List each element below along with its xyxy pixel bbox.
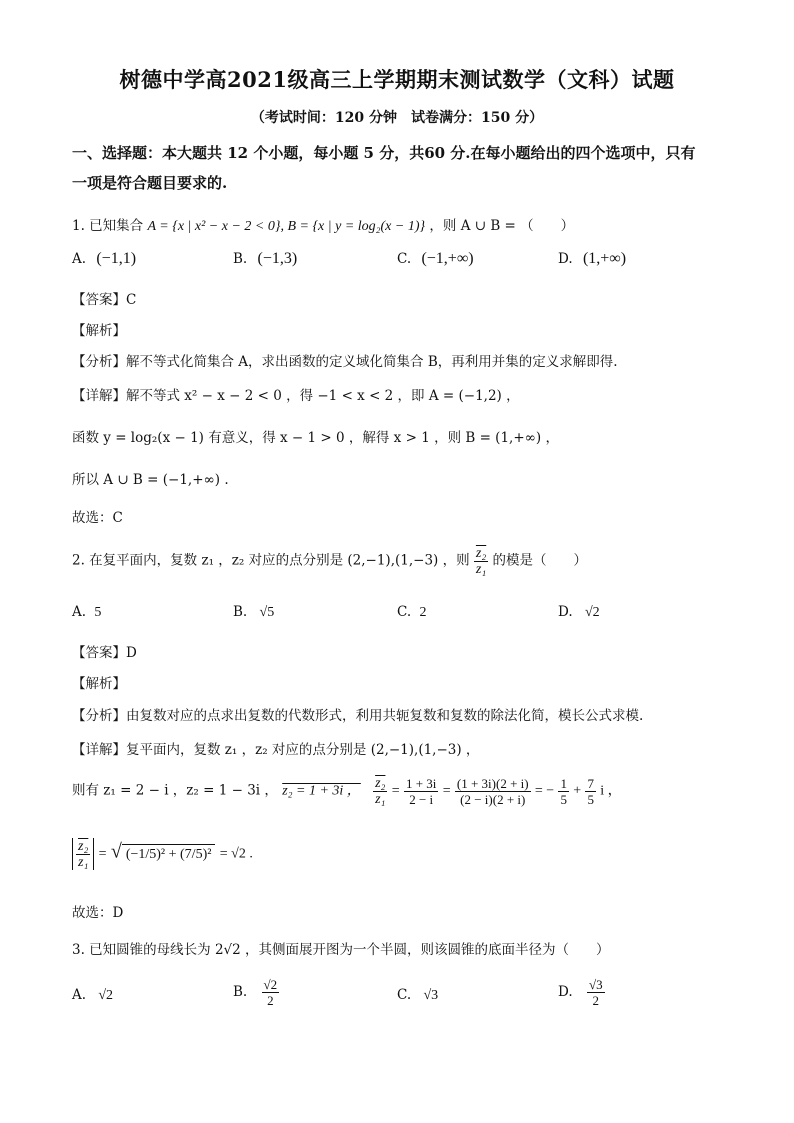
section-heading-line1: 一、选择题：本大题共 12 个小题，每小题 5 分，共60 分.在每小题给出的四个选项中，只有 — [72, 144, 696, 162]
q1-stem-prefix: 1. 已知集合 — [72, 218, 144, 234]
option-value: √3 — [423, 988, 439, 1003]
option-label: A. — [72, 604, 87, 620]
q1-analysis: 【分析】解不等式化简集合 A，求出函数的定义域化简集合 B，再利用并集的定义求解即得. — [72, 354, 618, 370]
q1-stem-math: A = {x | x² − x − 2 < 0}, B = {x | y = log₂(x − 1)} — [147, 219, 426, 234]
q2-radicand: (−1/5)² + (7/5)² — [122, 844, 216, 864]
q2-choice: 故选：D — [72, 905, 124, 921]
q2-jiexi: 【解析】 — [72, 676, 126, 692]
q2-option-a — [72, 604, 101, 621]
option-label: A. — [72, 251, 87, 267]
option-label: A. — [72, 987, 87, 1003]
q3-stem: 3. 已知圆锥的母线长为 2√2 ，其侧面展开图为一个半圆，则该圆锥的底面半径为（ ） — [72, 942, 610, 958]
fraction-numerator: 1 + 3i — [405, 775, 437, 791]
fraction-denominator: z₁ — [375, 792, 386, 807]
fraction-denominator: 2 — [592, 993, 599, 1008]
q2-detail2-prefix: 则有 z₁ = 2 − i ，z₂ = 1 − 3i ， — [72, 782, 278, 799]
q2-detail2-conj: z₂ = 1 + 3i ， — [282, 783, 361, 799]
q2-tail: i ， — [600, 783, 622, 799]
q3-option-c — [397, 987, 438, 1004]
option-fraction — [262, 977, 280, 1008]
q2-equals-minus: = − — [534, 783, 555, 799]
q2-stem — [72, 545, 587, 577]
fraction-numerator: z₂ — [475, 546, 487, 561]
option-label: D. — [558, 984, 573, 1000]
option-label: C. — [397, 251, 412, 267]
option-label: B. — [233, 251, 248, 267]
q1-detail-2: 函数 y = log₂(x − 1) 有意义，得 x − 1 > 0 ，解得 x > 1 ，则 B = (1,+∞) ， — [72, 430, 559, 446]
q1-answer: 【答案】C — [72, 292, 137, 308]
q2-frac-1 — [404, 776, 438, 807]
option-label: D. — [558, 604, 573, 620]
fraction-denominator: z₁ — [78, 855, 89, 870]
fraction-numerator: (1 + 3i)(2 + i) — [456, 775, 529, 791]
q2-frac-3 — [558, 776, 569, 807]
q2-option-c — [397, 604, 426, 621]
option-label: B. — [233, 604, 248, 620]
q1-choice: 故选：C — [72, 510, 123, 526]
q2-modulus — [72, 838, 94, 870]
exam-info: （考试时间：120 分钟 试卷满分：150 分） — [250, 110, 544, 126]
fraction-denominator: 2 — [267, 993, 274, 1008]
option-value: (1,+∞) — [582, 250, 627, 267]
q2-frac-4 — [585, 776, 596, 807]
q2-modulus-result: = √2 . — [219, 846, 253, 862]
option-value: (−1,1) — [96, 250, 137, 267]
q2-conj-over-z1 — [373, 775, 387, 807]
q2-option-b — [233, 604, 274, 621]
fraction-denominator: (2 − i)(2 + i) — [460, 791, 526, 807]
option-label: C. — [397, 604, 412, 620]
option-value: √5 — [259, 605, 275, 620]
option-value: (−1,3) — [257, 250, 298, 267]
q1-stem — [72, 214, 574, 235]
q2-detail-2: 则有 z₁ = 2 − i ，z₂ = 1 − 3i ， z₂ = 1 + 3i ， $\frac{\text{z₂}}{\text{z₁}}$ = $\frac{1 + 3i}{2 - i}$ = $\frac{(1 + 3i)(2 + i)}{(2 - i)(2 + i)}$ = − $\frac{1}{5}$ + $\frac{7}{5}$ i ， — [72, 775, 622, 807]
option-label: B. — [233, 984, 248, 1000]
fraction-numerator: 1 — [560, 775, 567, 791]
q2-detail-1: 【详解】复平面内，复数 z₁ ，z₂ 对应的点分别是 (2,−1),(1,−3) ， — [72, 742, 480, 758]
section-heading-line2: 一项是符合题目要求的. — [72, 174, 228, 192]
fraction-numerator: z₂ — [375, 776, 386, 791]
fraction-numerator: 7 — [587, 775, 594, 791]
option-label: C. — [397, 987, 412, 1003]
q1-detail-3: 所以 A ∪ B = (−1,+∞) . — [72, 472, 229, 488]
fraction-denominator: 5 — [587, 791, 594, 807]
q2-stem-prefix: 2. 在复平面内，复数 z₁ ，z₂ 对应的点分别是 (2,−1),(1,−3) ，则 — [72, 552, 470, 569]
q2-stem-suffix: 的模是（ ） — [492, 552, 588, 569]
fraction-denominator: 2 − i — [409, 791, 434, 807]
page-title: 树德中学高2021级高三上学期期末测试数学（文科）试题 — [119, 67, 675, 92]
q2-answer: 【答案】D — [72, 645, 137, 661]
option-value: 5 — [94, 605, 102, 620]
option-fraction — [587, 977, 605, 1008]
q1-option-c — [397, 250, 474, 268]
q2-detail-3: $\frac{\text{z₂}}{\text{z₁}}$ = √ (−1/5)² + (7/5)² = √2 . — [72, 838, 253, 870]
fraction-numerator: √2 — [263, 977, 278, 992]
q1-stem-suffix: ，则 A ∪ B = （ ） — [429, 218, 575, 234]
q2-plus: + — [573, 783, 582, 799]
q2-option-d — [558, 604, 600, 621]
option-label: D. — [558, 251, 573, 267]
fraction-denominator: z₁ — [475, 562, 487, 577]
fraction-numerator: √3 — [588, 977, 603, 992]
option-value: (−1,+∞) — [421, 250, 474, 267]
fraction-numerator: z₂ — [78, 839, 89, 854]
q2-frac-2 — [455, 776, 531, 807]
option-value: √2 — [584, 605, 600, 620]
q1-option-a — [72, 250, 136, 268]
q3-option-d — [558, 977, 605, 1008]
q1-option-d — [558, 250, 626, 268]
q3-option-b — [233, 977, 279, 1008]
option-value: 2 — [419, 605, 427, 620]
q1-detail-1: 【详解】解不等式 x² − x − 2 < 0 ，得 −1 < x < 2 ，即 A = (−1,2) ， — [72, 388, 520, 404]
option-value: √2 — [98, 988, 114, 1003]
q3-option-a — [72, 987, 113, 1004]
q1-jiexi: 【解析】 — [72, 323, 126, 339]
q2-analysis: 【分析】由复数对应的点求出复数的代数形式，利用共轭复数和复数的除法化简，模长公式求模. — [72, 708, 644, 724]
q1-option-b — [233, 250, 297, 268]
q2-stem-fraction — [474, 545, 488, 577]
fraction-denominator: 5 — [560, 791, 567, 807]
